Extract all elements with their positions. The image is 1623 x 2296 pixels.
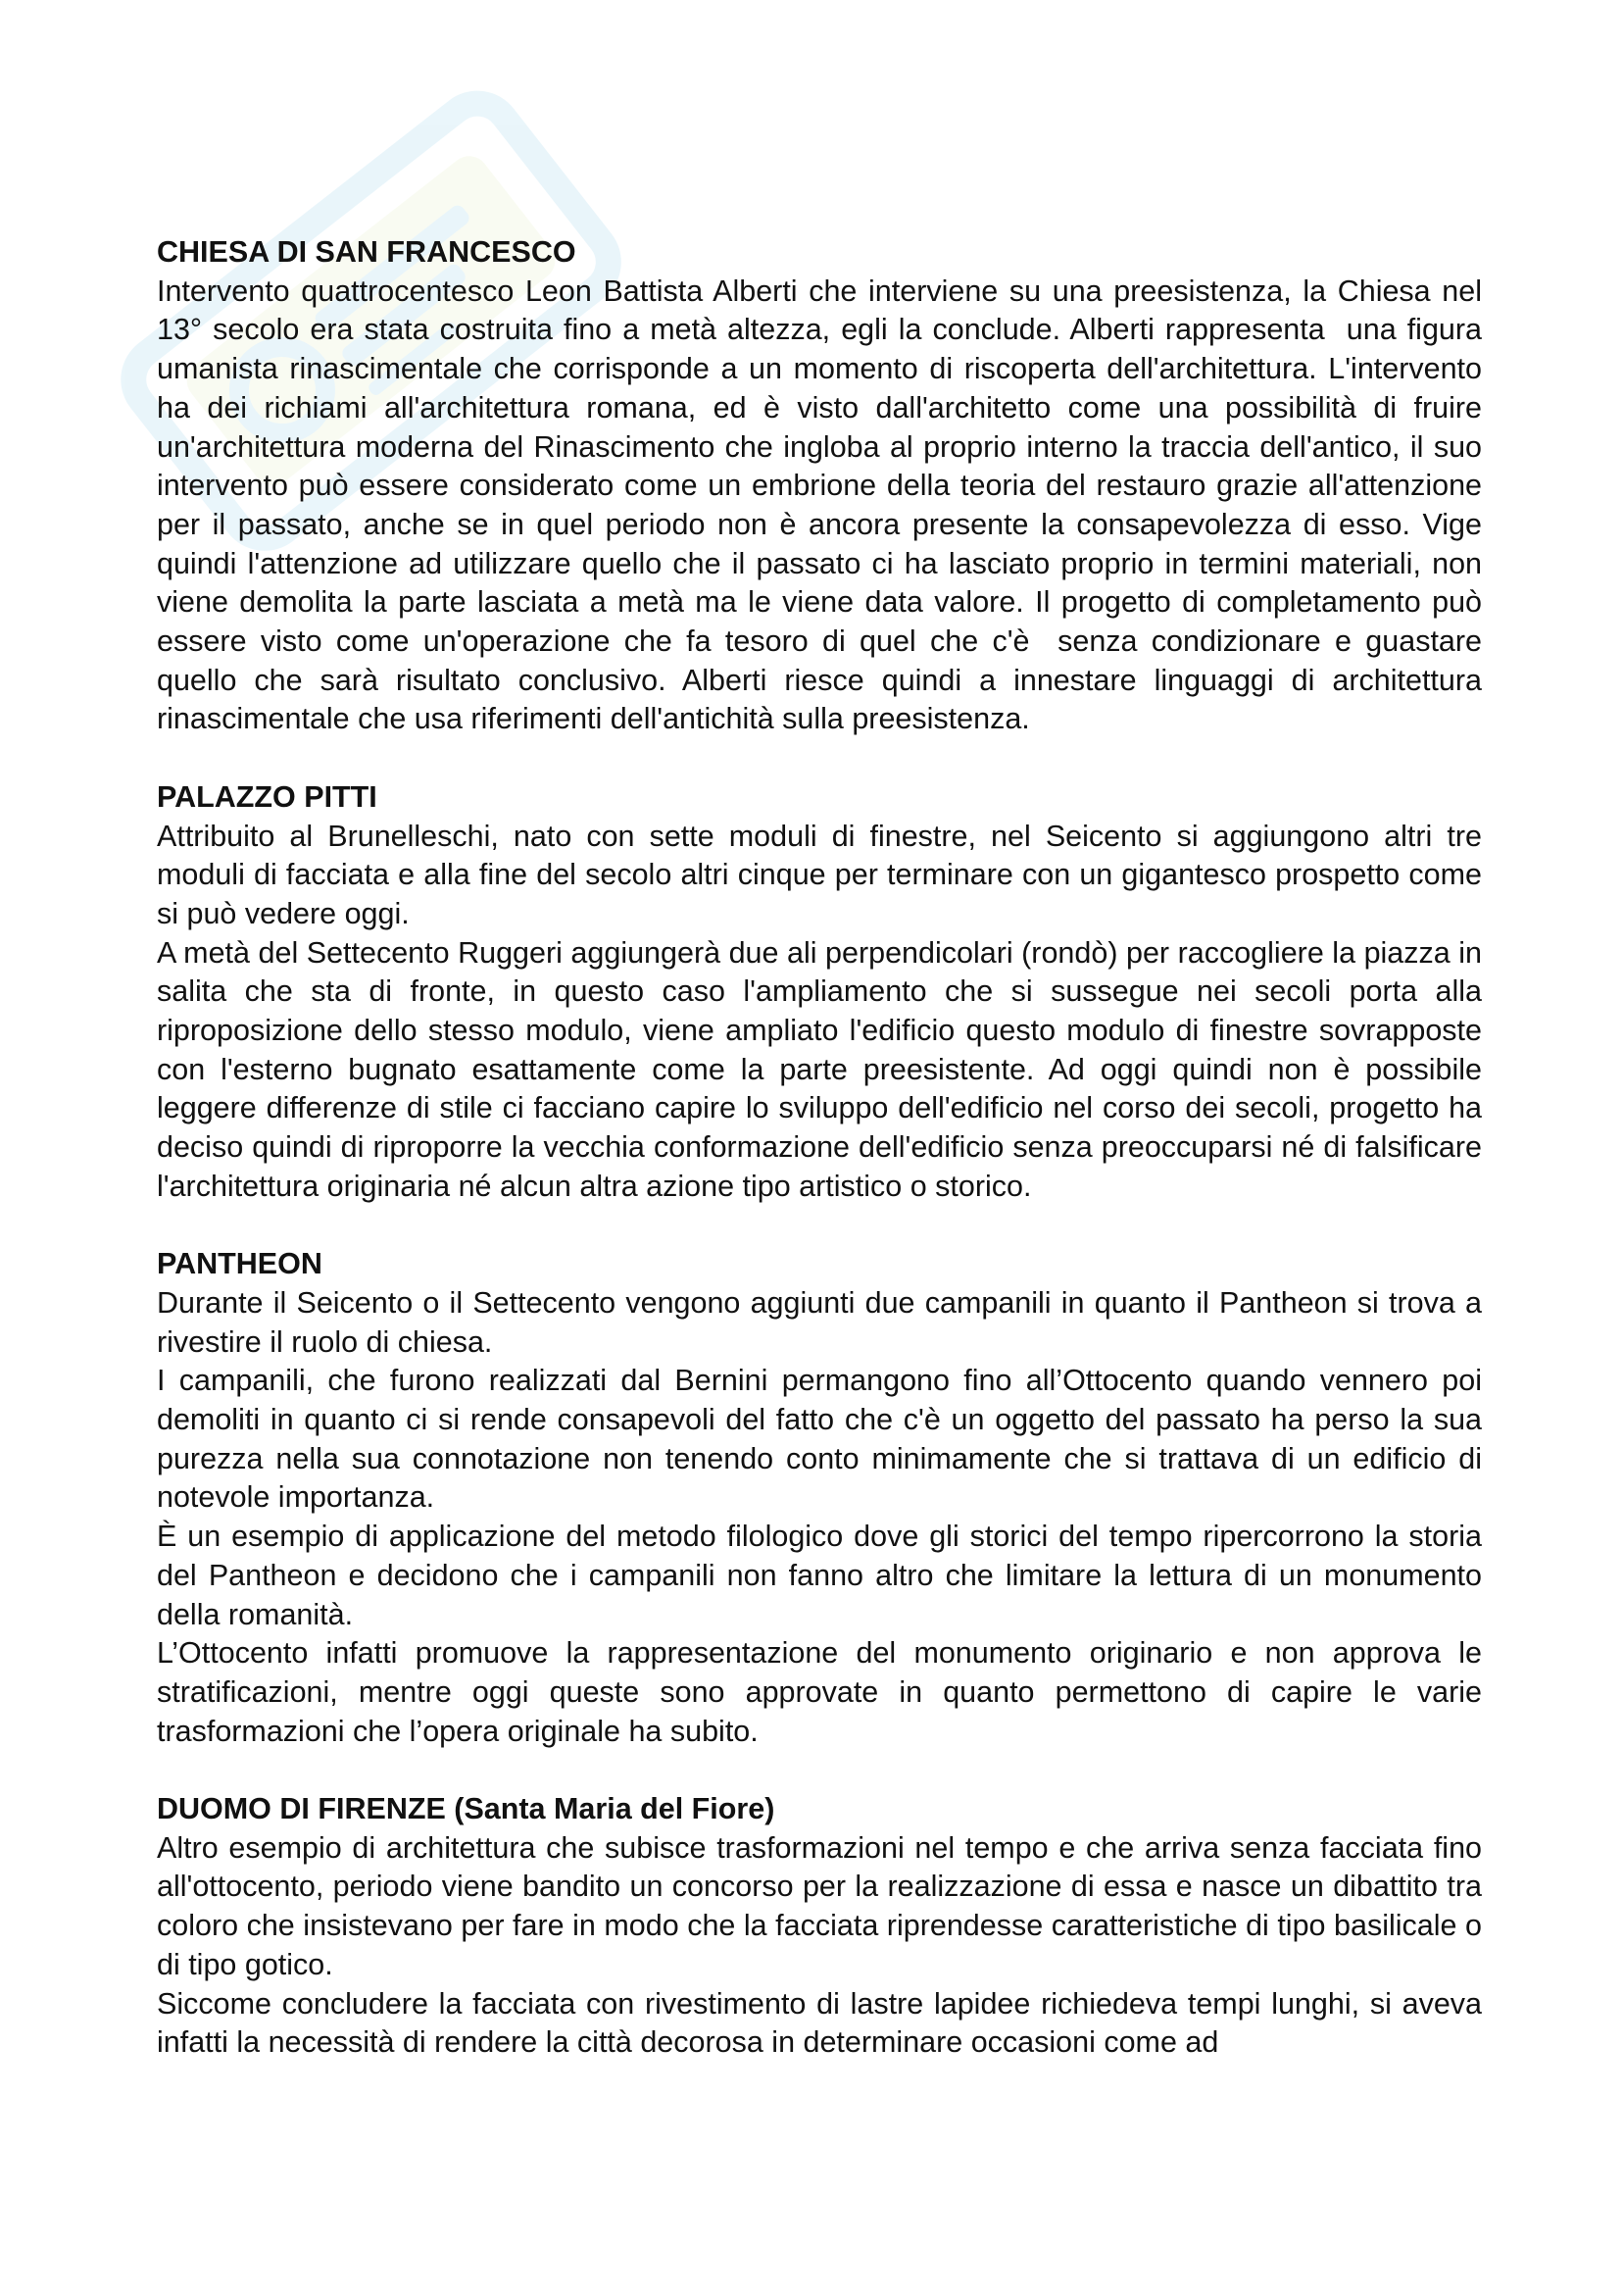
section-duomo-di-firenze [157, 1790, 1491, 2063]
section-paragraph: Attribuito al Brunelleschi, nato con sette moduli di finestre, nel Seicento si aggiungono altri tre moduli di facciata e alla fine del secolo altri cinque per terminare con un gigantesco prospetto come si può vedere oggi. [157, 819, 1491, 930]
section-paragraph: Intervento quattrocentesco Leon Battista Alberti che interviene su una preesistenza, la Chiesa nel 13° secolo era stata costruita fino a metà altezza, egli la conclude. Alberti rappresenta una figura umanista rinascimentale che corrisponde a un momento di riscoperta dell'architettura. L'intervento ha dei richiami all'architettura romana, ed è visto dall'architetto come una possibilità di fruire un'architettura moderna del Rinascimento che ingloba al proprio interno la traccia dell'antico, il suo intervento può essere considerato come un embrione della teoria del restauro grazie all'attenzione per il passato, anche se in quel periodo non è ancora presente la consapevolezza di esso. Vige quindi l'attenzione ad utilizzare quello che il passato ci ha lasciato proprio in termini materiali, non viene demolita la parte lasciata a metà ma le viene data valore. Il progetto di completamento può essere visto come un'operazione che fa tesoro di quel che c'è senza condizionare e guastare quello che sarà risultato conclusivo. Alberti riesce quindi a innestare linguaggi di architettura rinascimentale che usa riferimenti dell'antichità sulla preesistenza. [157, 274, 1491, 736]
section-palazzo-pitti [157, 778, 1491, 1207]
section-heading: CHIESA DI SAN FRANCESCO [157, 235, 576, 269]
section-pantheon [157, 1245, 1491, 1751]
document-body [157, 233, 1491, 2102]
section-paragraph: Siccome concludere la facciata con rivestimento di lastre lapidee richiedeva tempi lunghi, si aveva infatti la necessità di rendere la città decorosa in determinare occasioni come ad [157, 1986, 1491, 2060]
section-paragraph: I campanili, che furono realizzati dal Bernini permangono fino all’Ottocento quando vennero poi demoliti in quanto ci si rende consapevoli del fatto che c'è un oggetto del passato ha perso la sua purezza nella sua connotazione non tenendo conto minimamente che si trattava di un edificio di notevole importanza. [157, 1364, 1491, 1515]
section-heading: PALAZZO PITTI [157, 779, 377, 814]
section-heading: PANTHEON [157, 1247, 322, 1281]
section-paragraph: A metà del Settecento Ruggeri aggiungerà due ali perpendicolari (rondò) per raccogliere la piazza in salita che sta di fronte, in questo caso l'ampliamento che si sussegue nei secoli porta alla riproposizione dello stesso modulo, viene ampliato l'edificio questo modulo di finestre sovrapposte con l'esterno bugnato esattamente come la parte preesistente. Ad oggi quindi non è possibile leggere differenze di stile ci facciano capire lo sviluppo dell'edificio nel corso dei secoli, progetto ha deciso quindi di riproporre la vecchia conformazione dell'edificio senza preoccuparsi né di falsificare l'architettura originaria né alcun altra azione tipo artistico o storico. [157, 935, 1491, 1203]
section-paragraph: Durante il Seicento o il Settecento vengono aggiunti due campanili in quanto il Pantheon si trova a rivestire il ruolo di chiesa. [157, 1285, 1491, 1359]
section-chiesa-di-san-francesco [157, 233, 1491, 739]
section-paragraph: Altro esempio di architettura che subisce trasformazioni nel tempo e che arriva senza facciata fino all'ottocento, periodo viene bandito un concorso per la realizzazione di essa e nasce un dibattito tra coloro che insistevano per fare in modo che la facciata riprendesse caratteristiche di tipo basilicale o di tipo gotico. [157, 1830, 1491, 1981]
section-paragraph: È un esempio di applicazione del metodo filologico dove gli storici del tempo ripercorrono la storia del Pantheon e decidono che i campanili non fanno altro che limitare la lettura di un monumento della romanità. [157, 1520, 1491, 1631]
section-heading: DUOMO DI FIRENZE (Santa Maria del Fiore) [157, 1792, 775, 1826]
section-paragraph: L’Ottocento infatti promuove la rappresentazione del monumento originario e non approva le stratificazioni, mentre oggi queste sono approvate in quanto permettono di capire le varie trasformazioni che l’opera originale ha subito. [157, 1636, 1491, 1748]
